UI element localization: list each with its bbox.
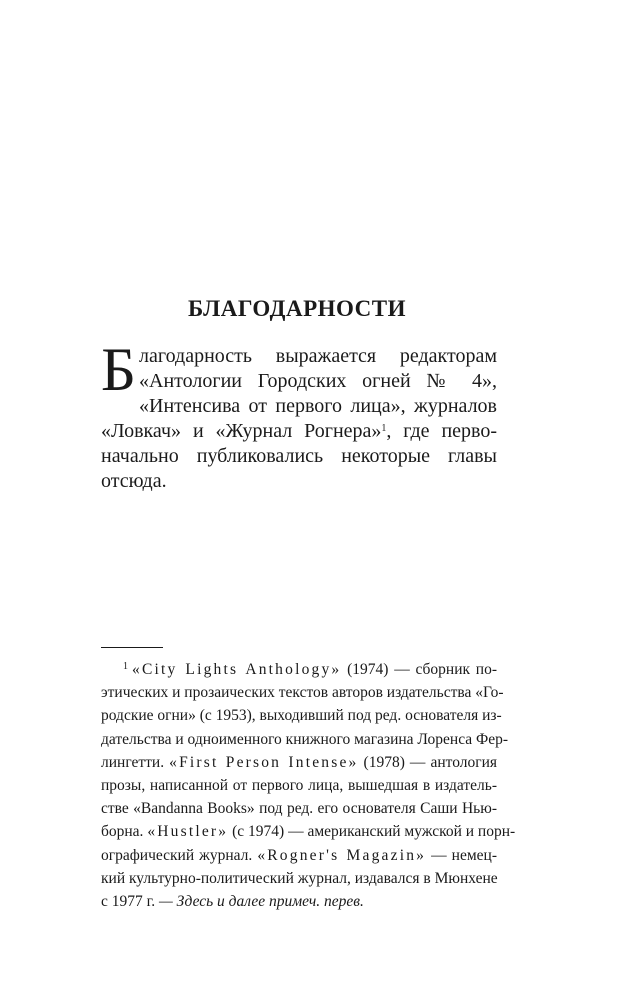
footnote-text: (1978) — антология [358, 753, 498, 771]
acknowledgements-paragraph [101, 337, 497, 494]
footnote-line [101, 655, 497, 681]
footnote-title: «Hustler» [147, 823, 229, 841]
footnote-italic-note: — Здесь и далее примеч. перев. [159, 893, 364, 911]
footnote-line [101, 820, 516, 843]
footnote-text: с 1977 г. [101, 893, 159, 911]
footnote-text: (1974) — сборник по- [341, 661, 497, 678]
footnote-line: прозы, написанной от первого лица, вышедшая в издатель- [101, 777, 497, 795]
footnote-title: «Rogner's Magazin» [257, 846, 427, 864]
footnote-reference[interactable]: 1 [381, 423, 387, 434]
footnote-line: стве «Bandanna Books» под ред. его основателя Саши Нью- [101, 800, 497, 818]
paragraph-line [101, 419, 497, 444]
paragraph-line: начально публиковались некоторые главы [101, 445, 497, 467]
paragraph-line [101, 394, 497, 419]
footnote-line: кий культурно-политический журнал, издавался в Мюнхене [101, 869, 498, 887]
footnote-line: дательства и одноименного книжного магазина Лоренса Фер- [101, 730, 509, 748]
footnote-text: (с 1974) — американский мужской и порн- [228, 823, 516, 841]
paragraph-text: «Ловкач» и «Журнал Рогнера» [101, 420, 382, 442]
footnote-text: ографический журнал. [101, 846, 258, 864]
page-title: БЛАГОДАРНОСТИ [187, 296, 407, 321]
drop-cap: Б [101, 337, 137, 404]
paragraph-line: отсюда. [101, 470, 167, 492]
footnote-separator [101, 647, 163, 648]
footnote [101, 655, 516, 913]
footnote-text: — немец- [426, 846, 497, 864]
footnote-line: этических и прозаических текстов авторов издательства «Го- [101, 684, 504, 702]
footnote-text: лингетти. [101, 753, 170, 771]
footnote-line [101, 890, 497, 913]
footnote-text: борна. [101, 823, 148, 841]
footnote-line [101, 751, 497, 774]
footnote-title: «First Person Intense» [169, 753, 359, 771]
paragraph-text: , где перво- [386, 420, 497, 442]
footnote-marker: 1 [123, 661, 128, 672]
footnote-line: родские огни» (с 1953), выходивший под ред. основателя из- [101, 707, 502, 725]
paragraph-text: «Интенсива от первого лица», журналов [139, 395, 497, 417]
footnote-line [101, 844, 497, 867]
paragraph-line: лагодарность выражается редакторам [139, 345, 497, 367]
footnote-title: «City Lights Anthology» [132, 661, 342, 678]
paragraph-line: «Антологии Городских огней № 4», [139, 370, 497, 392]
